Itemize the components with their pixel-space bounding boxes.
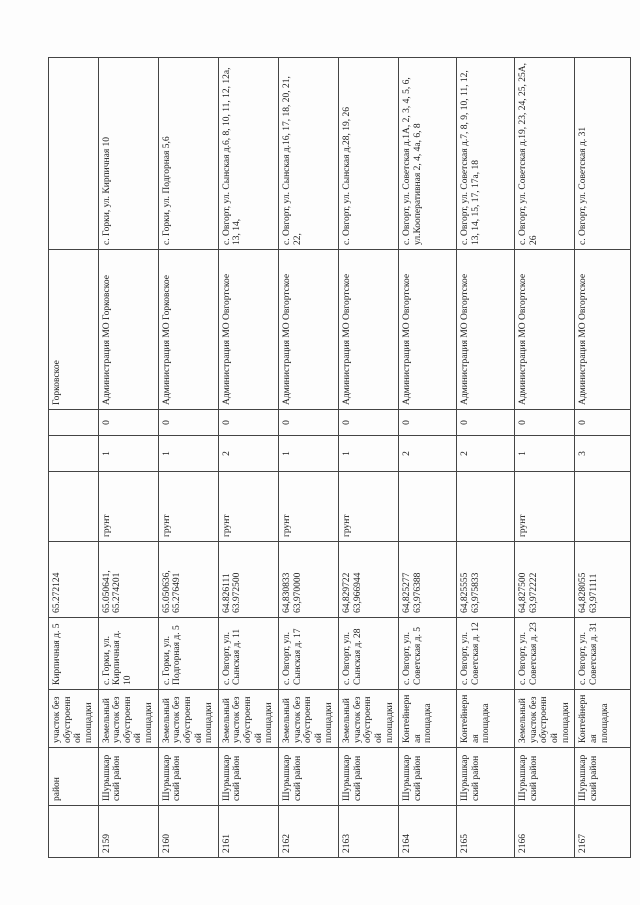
cell-num: 2166 xyxy=(515,806,575,858)
cell-served: с. Овгорт, ул. Советская д.7, 8, 9, 10, 11, 12, 13, 14, 15, 17, 17а, 18 xyxy=(457,58,515,250)
table-row xyxy=(515,58,575,858)
cell-volume xyxy=(49,410,99,436)
cell-type: Контейнерная площадка xyxy=(575,690,631,748)
cell-volume: 0 xyxy=(399,410,457,436)
cell-type: Контейнерная площадка xyxy=(399,690,457,748)
cell-district: Шурышкарский район xyxy=(575,748,631,806)
cell-served: с. Овгорт, ул. Советская д. 31 xyxy=(575,58,631,250)
cell-coords: 64,825277 63,976388 xyxy=(399,542,457,618)
cell-coords: 65.050641, 65.274201 xyxy=(98,542,158,618)
cell-coords: 64.826111 63.972500 xyxy=(218,542,278,618)
cell-address: с. Овгорт, ул. Советская д. 5 xyxy=(399,618,457,690)
cell-served: с. Овгорт, ул. Советская д.19, 23, 24, 25, 25А, 26 xyxy=(515,58,575,250)
cell-num xyxy=(49,806,99,858)
cell-served: с. Овгорт, ул. Сынская д.16, 17, 18, 20, 21, 22, xyxy=(278,58,338,250)
cell-coords: 65.272124 xyxy=(49,542,99,618)
cell-owner: Администрация МО Овгортское xyxy=(575,250,631,410)
table-row xyxy=(158,58,218,858)
cell-num: 2165 xyxy=(457,806,515,858)
table-row xyxy=(98,58,158,858)
cell-address: с. Овгорт, ул. Сынская д. 28 xyxy=(339,618,399,690)
cell-volume: 0 xyxy=(515,410,575,436)
cell-district: Шурышкарский район xyxy=(218,748,278,806)
cell-volume: 0 xyxy=(278,410,338,436)
cell-served: с. Горки, ул. Подгорная 5,6 xyxy=(158,58,218,250)
cell-coords: 64,830833 63,970000 xyxy=(278,542,338,618)
cell-count: 1 xyxy=(339,436,399,472)
cell-address: с. Овгорт, ул. Советская д. 31 xyxy=(575,618,631,690)
table-row xyxy=(339,58,399,858)
cell-address: с. Овгорт, ул. Советская д. 12 xyxy=(457,618,515,690)
cell-owner: Администрация МО Овгортское xyxy=(515,250,575,410)
cell-district: район xyxy=(49,748,99,806)
cell-cover: грунт xyxy=(158,472,218,542)
cell-num: 2162 xyxy=(278,806,338,858)
cell-district: Шурышкарский район xyxy=(515,748,575,806)
cell-count: 1 xyxy=(278,436,338,472)
cell-count: 3 xyxy=(575,436,631,472)
cell-coords: 64,829722 63,966944 xyxy=(339,542,399,618)
cell-address: с. Овгорт, ул. Сынская д. 11 xyxy=(218,618,278,690)
cell-district: Шурышкарский район xyxy=(158,748,218,806)
cell-served: с. Овгорт, ул. Сынская д.28, 19, 26 xyxy=(339,58,399,250)
table-row xyxy=(278,58,338,858)
cell-cover: грунт xyxy=(98,472,158,542)
cell-district: Шурышкарский район xyxy=(98,748,158,806)
cell-address: с. Горки, ул. Кирпичная д. 10 xyxy=(98,618,158,690)
cell-cover xyxy=(575,472,631,542)
cell-volume: 0 xyxy=(339,410,399,436)
cell-address: с. Горки, ул. Подгорная д. 5 xyxy=(158,618,218,690)
cell-district: Шурышкарский район xyxy=(457,748,515,806)
cell-address: с. Овгорт, ул. Сынская д. 17 xyxy=(278,618,338,690)
cell-count: 1 xyxy=(158,436,218,472)
cell-count: 2 xyxy=(218,436,278,472)
table-row xyxy=(399,58,457,858)
cell-district: Шурышкарский район xyxy=(339,748,399,806)
cell-type: Земельный участок без обустроенной площадки xyxy=(515,690,575,748)
cell-cover: грунт xyxy=(278,472,338,542)
table-body xyxy=(49,58,631,858)
cell-owner: Администрация МО Овгортское xyxy=(457,250,515,410)
cell-coords: 64,827500 63,972222 xyxy=(515,542,575,618)
cell-served: с. Овгорт, ул. Сынская д.6, 8, 10, 11, 12, 12а, 13, 14, xyxy=(218,58,278,250)
cell-type: Земельный участок без обустроенной площадки xyxy=(158,690,218,748)
cell-owner: Администрация МО Овгортское xyxy=(278,250,338,410)
cell-type: Земельный участок без обустроенной площадки xyxy=(98,690,158,748)
table-row-header xyxy=(49,58,99,858)
cell-cover xyxy=(49,472,99,542)
cell-district: Шурышкарский район xyxy=(278,748,338,806)
cell-count: 1 xyxy=(98,436,158,472)
cell-served: с. Овгорт, ул. Советская д.1А, 2, 3, 4, 5, 6, ул.Кооперативная 2, 4, 4а, 6, 8 xyxy=(399,58,457,250)
cell-owner: Горковское xyxy=(49,250,99,410)
cell-owner: Администрация МО Горковское xyxy=(158,250,218,410)
cell-served: с. Горки, ул. Кирпичная 10 xyxy=(98,58,158,250)
cell-volume: 0 xyxy=(575,410,631,436)
cell-type: Земельный участок без обустроенной площадки xyxy=(218,690,278,748)
cell-volume: 0 xyxy=(158,410,218,436)
table-row xyxy=(457,58,515,858)
cell-cover xyxy=(457,472,515,542)
cell-num: 2167 xyxy=(575,806,631,858)
cell-owner: Администрация МО Овгортское xyxy=(339,250,399,410)
cell-count xyxy=(49,436,99,472)
cell-volume: 0 xyxy=(98,410,158,436)
cell-address: Кирпичная д. 5 xyxy=(49,618,99,690)
cell-owner: Администрация МО Овгортское xyxy=(399,250,457,410)
cell-volume: 0 xyxy=(457,410,515,436)
table-row xyxy=(218,58,278,858)
cell-num: 2164 xyxy=(399,806,457,858)
cell-coords: 64,825555 63,975833 xyxy=(457,542,515,618)
cell-type: Контейнерная площадка xyxy=(457,690,515,748)
table-row xyxy=(575,58,631,858)
cell-cover xyxy=(399,472,457,542)
cell-coords: 64,828055 63,971111 xyxy=(575,542,631,618)
cell-cover: грунт xyxy=(515,472,575,542)
cell-owner: Администрация МО Овгортское xyxy=(218,250,278,410)
cell-owner: Администрация МО Горковское xyxy=(98,250,158,410)
cell-cover: грунт xyxy=(218,472,278,542)
cell-num: 2161 xyxy=(218,806,278,858)
cell-type: участок без обустроенной площадки xyxy=(49,690,99,748)
cell-count: 1 xyxy=(515,436,575,472)
cell-cover: грунт xyxy=(339,472,399,542)
cell-num: 2163 xyxy=(339,806,399,858)
cell-count: 2 xyxy=(457,436,515,472)
cell-type: Земельный участок без обустроенной площадки xyxy=(278,690,338,748)
cell-num: 2160 xyxy=(158,806,218,858)
cell-district: Шурышкарский район xyxy=(399,748,457,806)
cell-type: Земельный участок без обустроенной площадки xyxy=(339,690,399,748)
cell-coords: 65.050636, 65.276491 xyxy=(158,542,218,618)
cell-num: 2159 xyxy=(98,806,158,858)
cell-address: с. Овгорт, ул. Советская д. 23 xyxy=(515,618,575,690)
cell-volume: 0 xyxy=(218,410,278,436)
registry-table xyxy=(48,57,631,858)
rotated-table-wrapper xyxy=(48,58,608,858)
cell-count: 2 xyxy=(399,436,457,472)
cell-served xyxy=(49,58,99,250)
